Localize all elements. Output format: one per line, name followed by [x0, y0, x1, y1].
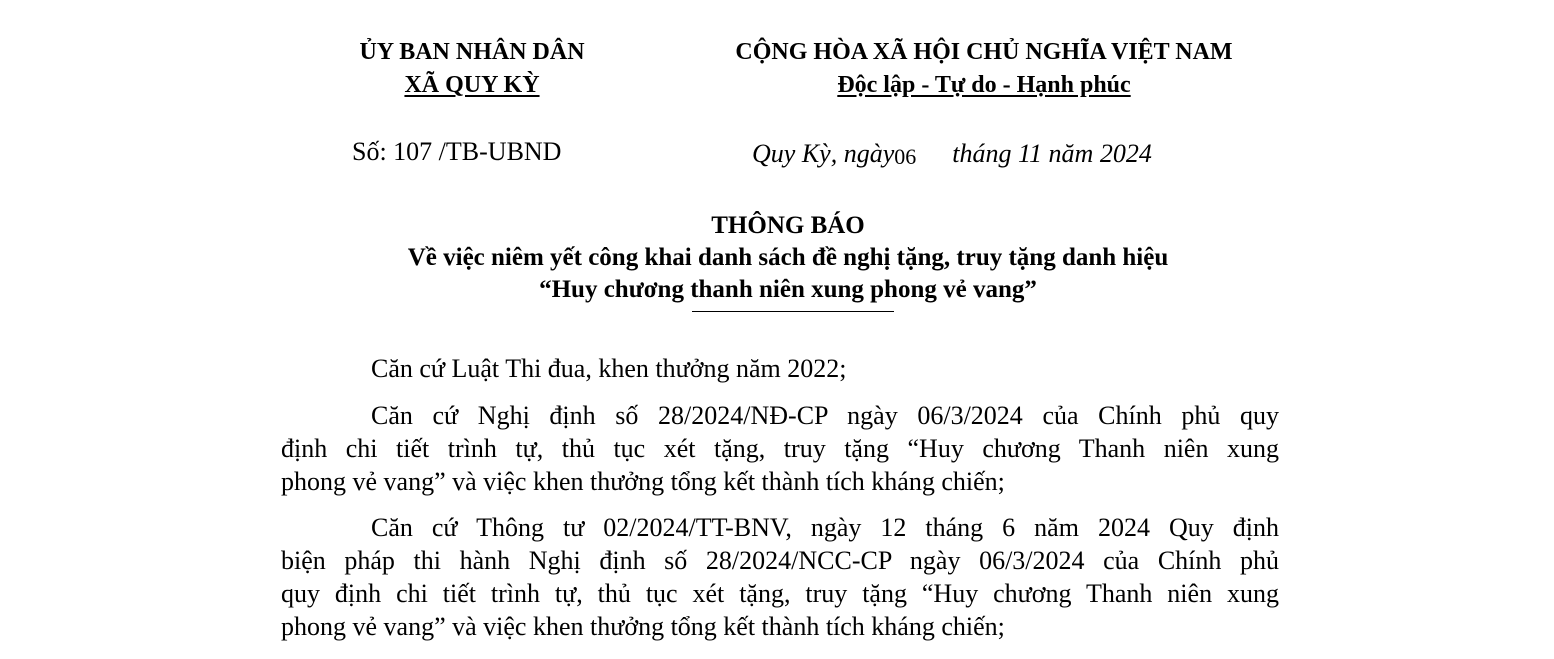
- paragraph-line: Căn cứ Thông tư 02/2024/TT-BNV, ngày 12 tháng 6 năm 2024 Quy định: [371, 513, 1279, 542]
- document-number: Số: 107 /TB-UBND: [352, 137, 562, 166]
- paragraph-line: Căn cứ Nghị định số 28/2024/NĐ-CP ngày 06/3/2024 của Chính phủ quy: [371, 401, 1279, 430]
- national-motto: [682, 36, 1286, 102]
- motto-text: Độc lập - Tự do - Hạnh phúc: [837, 72, 1131, 98]
- place-date-prefix: Quy Kỳ, ngày: [752, 139, 895, 168]
- place-date: [752, 139, 1152, 170]
- country-name: CỘNG HÒA XÃ HỘI CHỦ NGHĨA VIỆT NAM: [735, 39, 1233, 65]
- date-month-year: tháng 11 năm 2024: [952, 139, 1152, 168]
- title-line-1: Về việc niêm yết công khai danh sách đề nghị tặng, truy tặng danh hiệu: [407, 244, 1169, 271]
- title-line-2: “Huy chương thanh niên xung phong vẻ vang”: [539, 276, 1037, 303]
- title-divider: [692, 311, 894, 312]
- paragraph-legal-basis-1: [281, 352, 1279, 385]
- paragraph-line: định chi tiết trình tự, thủ tục xét tặng, truy tặng “Huy chương Thanh niên xung: [281, 434, 1279, 463]
- paragraph-line: quy định chi tiết trình tự, thủ tục xét tặng, truy tặng “Huy chương Thanh niên xung: [281, 579, 1279, 608]
- document-title: [230, 210, 1346, 306]
- title-heading: THÔNG BÁO: [711, 212, 865, 239]
- motto: [682, 69, 1286, 102]
- date-day: 06: [894, 144, 917, 169]
- paragraph-legal-basis-3: [281, 511, 1279, 643]
- issuing-authority: [272, 36, 672, 102]
- authority-name: ỦY BAN NHÂN DÂN: [359, 39, 585, 65]
- paragraph-line: biện pháp thi hành Nghị định số 28/2024/NCC-CP ngày 06/3/2024 của Chính phủ: [281, 546, 1279, 575]
- paragraph-line: phong vẻ vang” và việc khen thưởng tổng kết thành tích kháng chiến;: [281, 612, 1005, 641]
- paragraph-line: phong vẻ vang” và việc khen thưởng tổng kết thành tích kháng chiến;: [281, 467, 1005, 496]
- commune-name: [272, 69, 672, 102]
- paragraph-line: Căn cứ Luật Thi đua, khen thưởng năm 2022;: [371, 354, 847, 383]
- commune-name-text: XÃ QUY KỲ: [404, 72, 540, 98]
- paragraph-legal-basis-2: [281, 399, 1279, 498]
